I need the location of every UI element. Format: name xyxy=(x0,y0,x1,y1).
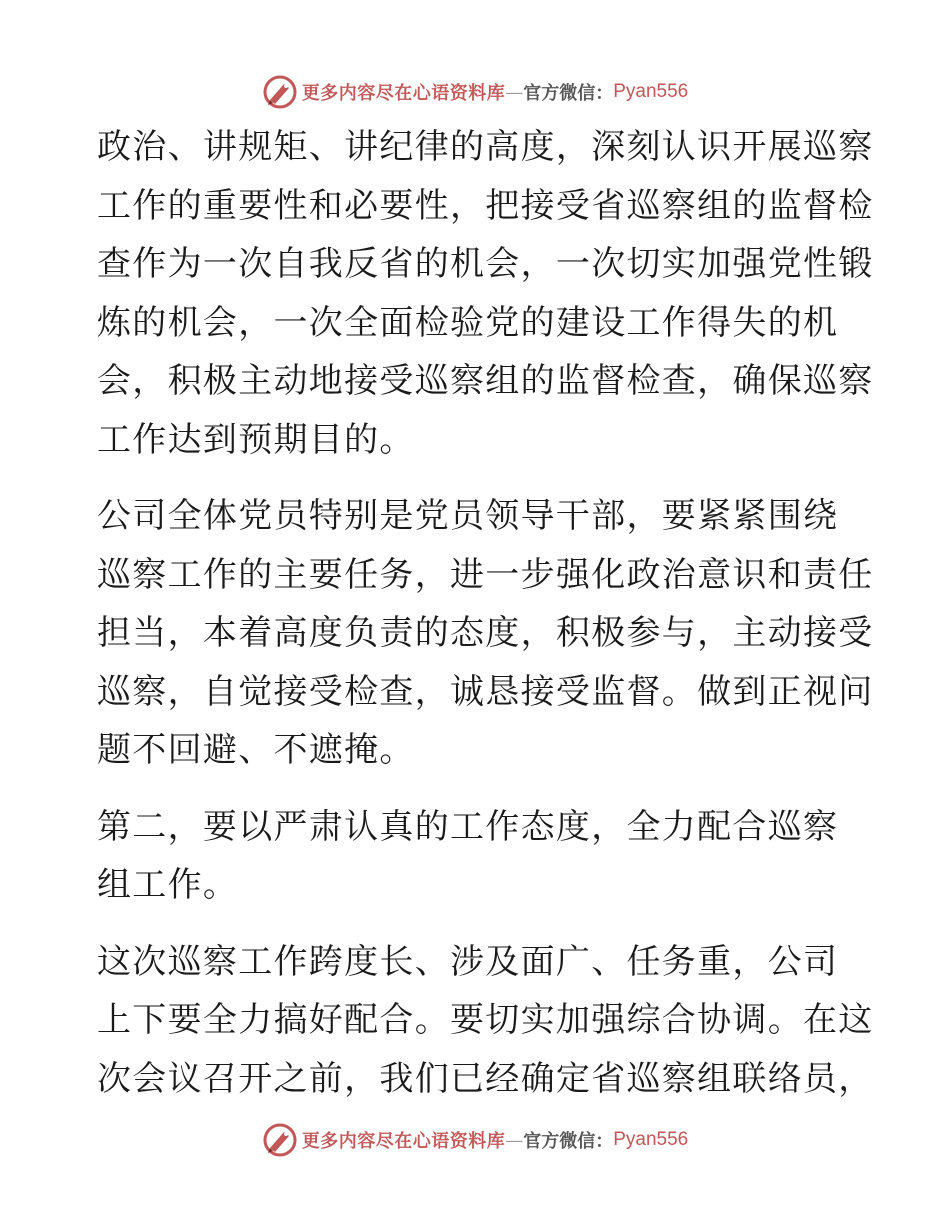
text-line: 工作达到预期目的。 xyxy=(97,419,415,460)
paragraph-list xyxy=(97,118,874,1108)
watermark-label: 官方微信： xyxy=(523,1131,614,1152)
watermark-dash: — xyxy=(505,81,524,103)
text-line: 巡察工作的主要任务，进一步强化政治意识和责任 xyxy=(97,554,874,595)
paragraph-gap xyxy=(97,780,857,798)
pen-logo-icon xyxy=(262,1122,298,1158)
text-line: 炼的机会，一次全面检验党的建设工作得失的机 xyxy=(97,302,839,343)
text-line: 会，积极主动地接受巡察组的监督检查，确保巡察 xyxy=(97,361,874,401)
watermark-wechat-id: Pyan556 xyxy=(613,1129,689,1150)
pen-logo-icon xyxy=(262,74,298,110)
text-line: 上下要全力搞好配合。要切实加强综合协调。在这 xyxy=(97,1000,874,1040)
watermark-dash: — xyxy=(505,1129,524,1151)
paragraph xyxy=(97,798,857,915)
text-line: 工作的重要性和必要性，把接受省巡察组的监督检 xyxy=(97,185,874,226)
text-line: 题不回避、不遮掩。 xyxy=(97,730,415,770)
document-body xyxy=(97,118,874,1108)
paragraph xyxy=(97,487,874,780)
text-line: 次会议召开之前，我们已经确定省巡察组联络员， xyxy=(97,1058,874,1099)
paragraph xyxy=(97,933,874,1109)
paragraph-gap xyxy=(97,915,857,933)
text-line: 组工作。 xyxy=(97,865,239,905)
paragraph xyxy=(97,118,874,469)
text-line: 公司全体党员特别是党员领导干部，要紧紧围绕 xyxy=(97,496,839,536)
text-line: 巡察，自觉接受检查，诚恳接受监督。做到正视问 xyxy=(97,671,874,712)
watermark-site: 更多内容尽在心语资料库 xyxy=(301,1131,506,1152)
text-line: 政治、讲规矩、讲纪律的高度，深刻认识开展巡察 xyxy=(97,127,874,167)
watermark-site: 更多内容尽在心语资料库 xyxy=(301,83,506,104)
text-line: 第二，要以严肃认真的工作态度，全力配合巡察 xyxy=(97,806,839,847)
paragraph-gap xyxy=(97,469,857,487)
footer-watermark xyxy=(0,1120,950,1160)
watermark-wechat-id: Pyan556 xyxy=(613,81,689,102)
watermark-label: 官方微信： xyxy=(523,83,614,104)
text-line: 这次巡察工作跨度长、涉及面广、任务重，公司 xyxy=(97,941,839,982)
text-line: 担当，本着高度负责的态度，积极参与，主动接受 xyxy=(97,613,874,653)
header-watermark xyxy=(0,72,950,112)
text-line: 查作为一次自我反省的机会，一次切实加强党性锻 xyxy=(97,244,874,284)
